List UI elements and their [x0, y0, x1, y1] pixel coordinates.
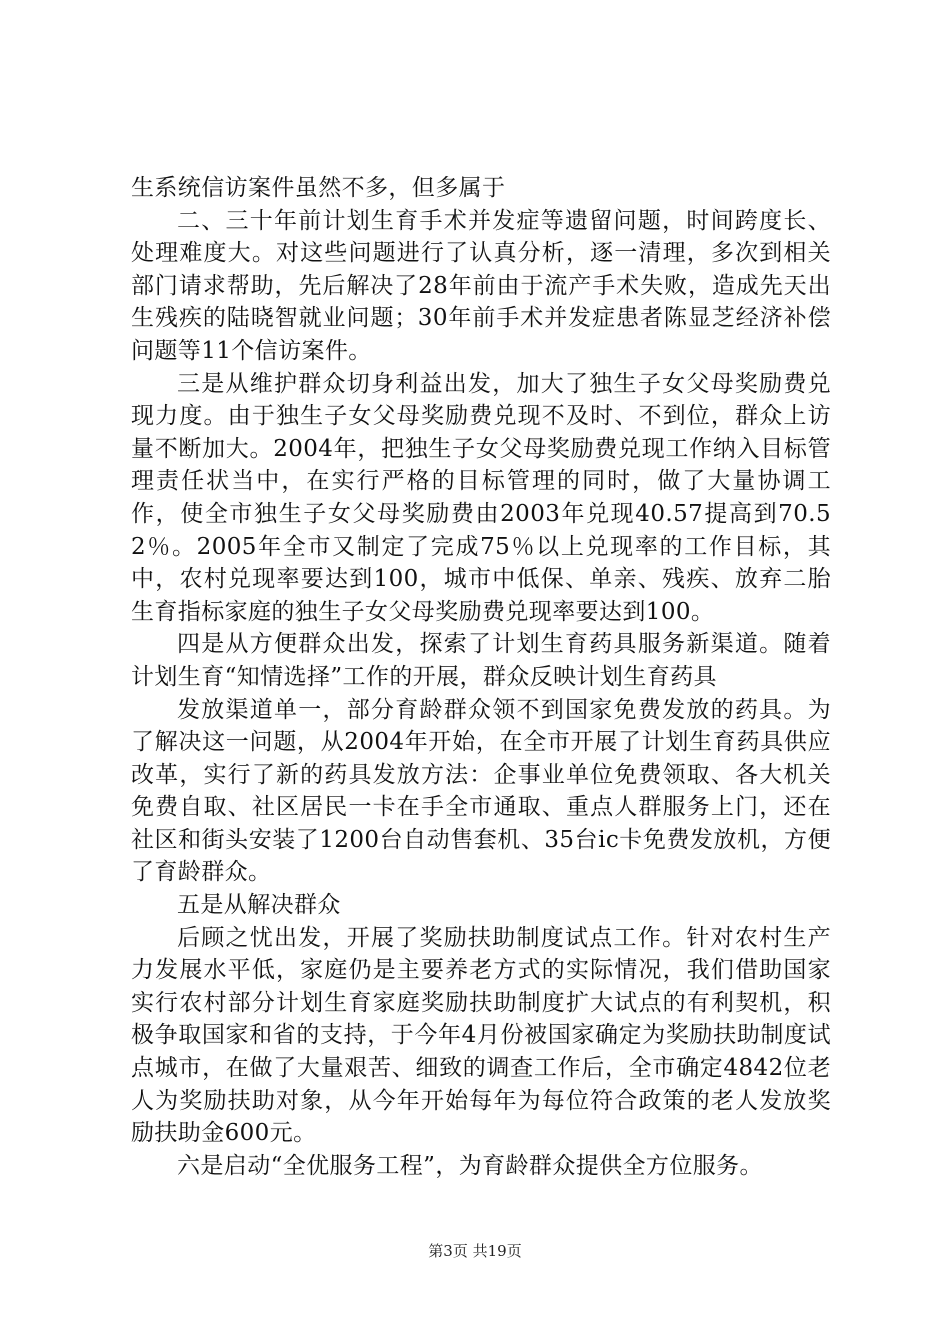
document-body	[131, 172, 831, 1182]
page-number-label: 第3页 共19页	[428, 1242, 522, 1260]
paragraph-8: 六是启动“全优服务工程”，为育龄群众提供全方位服务。	[177, 1152, 763, 1179]
paragraph-2: 二、三十年前计划生育手术并发症等遗留问题，时间跨度长、处理难度大。对这些问题进行了认真分析，逐一清理，多次到相关部门请求帮助，先后解决了28年前由于流产手术失败，造成先天出生残疾的陆晓智就业问题；30年前手术并发症患者陈显芝经济补偿问题等11个信访案件。	[131, 207, 831, 364]
paragraph-3: 三是从维护群众切身利益出发，加大了独生子女父母奖励费兑现力度。由于独生子女父母奖励费兑现不及时、不到位，群众上访量不断加大。2004年，把独生子女父母奖励费兑现工作纳入目标管理责任状当中，在实行严格的目标管理的同时，做了大量协调工作，使全市独生子女父母奖励费由2003年兑现40.57提高到70.52％。2005年全市又制定了完成75％以上兑现率的工作目标，其中，农村兑现率要达到100，城市中低保、单亲、残疾、放弃二胎生育指标家庭的独生子女父母奖励费兑现率要达到100。	[131, 370, 831, 625]
paragraph-5: 发放渠道单一，部分育龄群众领不到国家免费发放的药具。为了解决这一问题，从2004年开始，在全市开展了计划生育药具供应改革，实行了新的药具发放方法：企事业单位免费领取、各大机关免费自取、社区居民一卡在手全市通取、重点人群服务上门，还在社区和街头安装了1200台自动售套机、35台ic卡免费发放机，方便了育龄群众。	[131, 696, 831, 886]
paragraph-4: 四是从方便群众出发，探索了计划生育药具服务新渠道。随着计划生育“知情选择”工作的开展，群众反映计划生育药具	[131, 631, 831, 690]
paragraph-6: 五是从解决群众	[177, 892, 341, 919]
paragraph-7: 后顾之忧出发，开展了奖励扶助制度试点工作。针对农村生产力发展水平低，家庭仍是主要养老方式的实际情况，我们借助国家实行农村部分计划生育家庭奖励扶助制度扩大试点的有利契机，积极争取国家和省的支持，于今年4月份被国家确定为奖励扶助制度试点城市，在做了大量艰苦、细致的调查工作后，全市确定4842位老人为奖励扶助对象，从今年开始每年为每位符合政策的老人发放奖励扶助金600元。	[131, 924, 831, 1147]
paragraph-1: 生系统信访案件虽然不多，但多属于	[131, 175, 506, 201]
page-footer	[0, 1240, 950, 1261]
